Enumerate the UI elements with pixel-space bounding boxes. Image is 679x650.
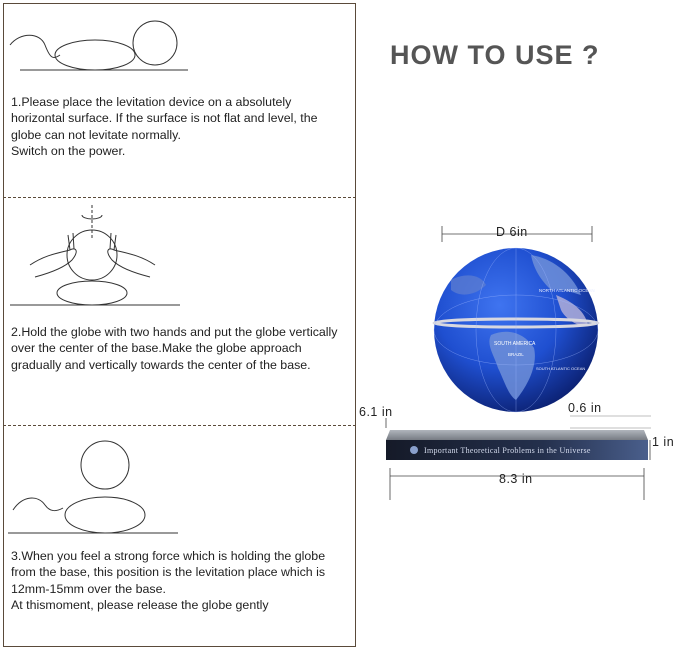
- step2-text: 2.Hold the globe with two hands and put the globe vertically over the center of the base.Make the globe approach gradually and vertically towards the center of the base.: [11, 325, 338, 372]
- diameter-label: D 6in: [496, 225, 528, 239]
- step1-base-illustration: [5, 10, 195, 80]
- step1-text: 1.Please place the levitation device on a absolutely horizontal surface. If the surface is not flat and level, the globe can not levitate normally. Switch on the power.: [11, 95, 318, 159]
- globe-label-south-america: SOUTH AMERICA: [494, 341, 536, 347]
- globe-label-north-atlantic: NORTH ATLANTIC OCEAN: [539, 288, 595, 293]
- step3-text: 3.When you feel a strong force which is holding the globe from the base, this position is the levitation place which is 12mm-15mm over the base. At thismoment, please release the globe gently: [11, 549, 326, 613]
- base-label: Important Theoretical Problems in the Universe: [424, 446, 591, 455]
- globe-label-south-atlantic: SOUTH ATLANTIC OCEAN: [536, 366, 586, 371]
- globe-label-brazil: BRAZIL: [508, 352, 524, 357]
- step3-levitation-illustration: [8, 440, 183, 540]
- width-label: 8.3 in: [499, 472, 533, 486]
- base-top: [386, 430, 648, 440]
- gap-label: 0.6 in: [568, 401, 602, 415]
- step-divider: [3, 425, 356, 426]
- height-label: 1 in: [652, 435, 675, 449]
- depth-label: 6.1 in: [359, 405, 393, 419]
- page-title: HOW TO USE ?: [390, 40, 600, 70]
- step2-hands-illustration: [10, 205, 185, 310]
- step-divider: [3, 197, 356, 198]
- globe: [434, 248, 598, 412]
